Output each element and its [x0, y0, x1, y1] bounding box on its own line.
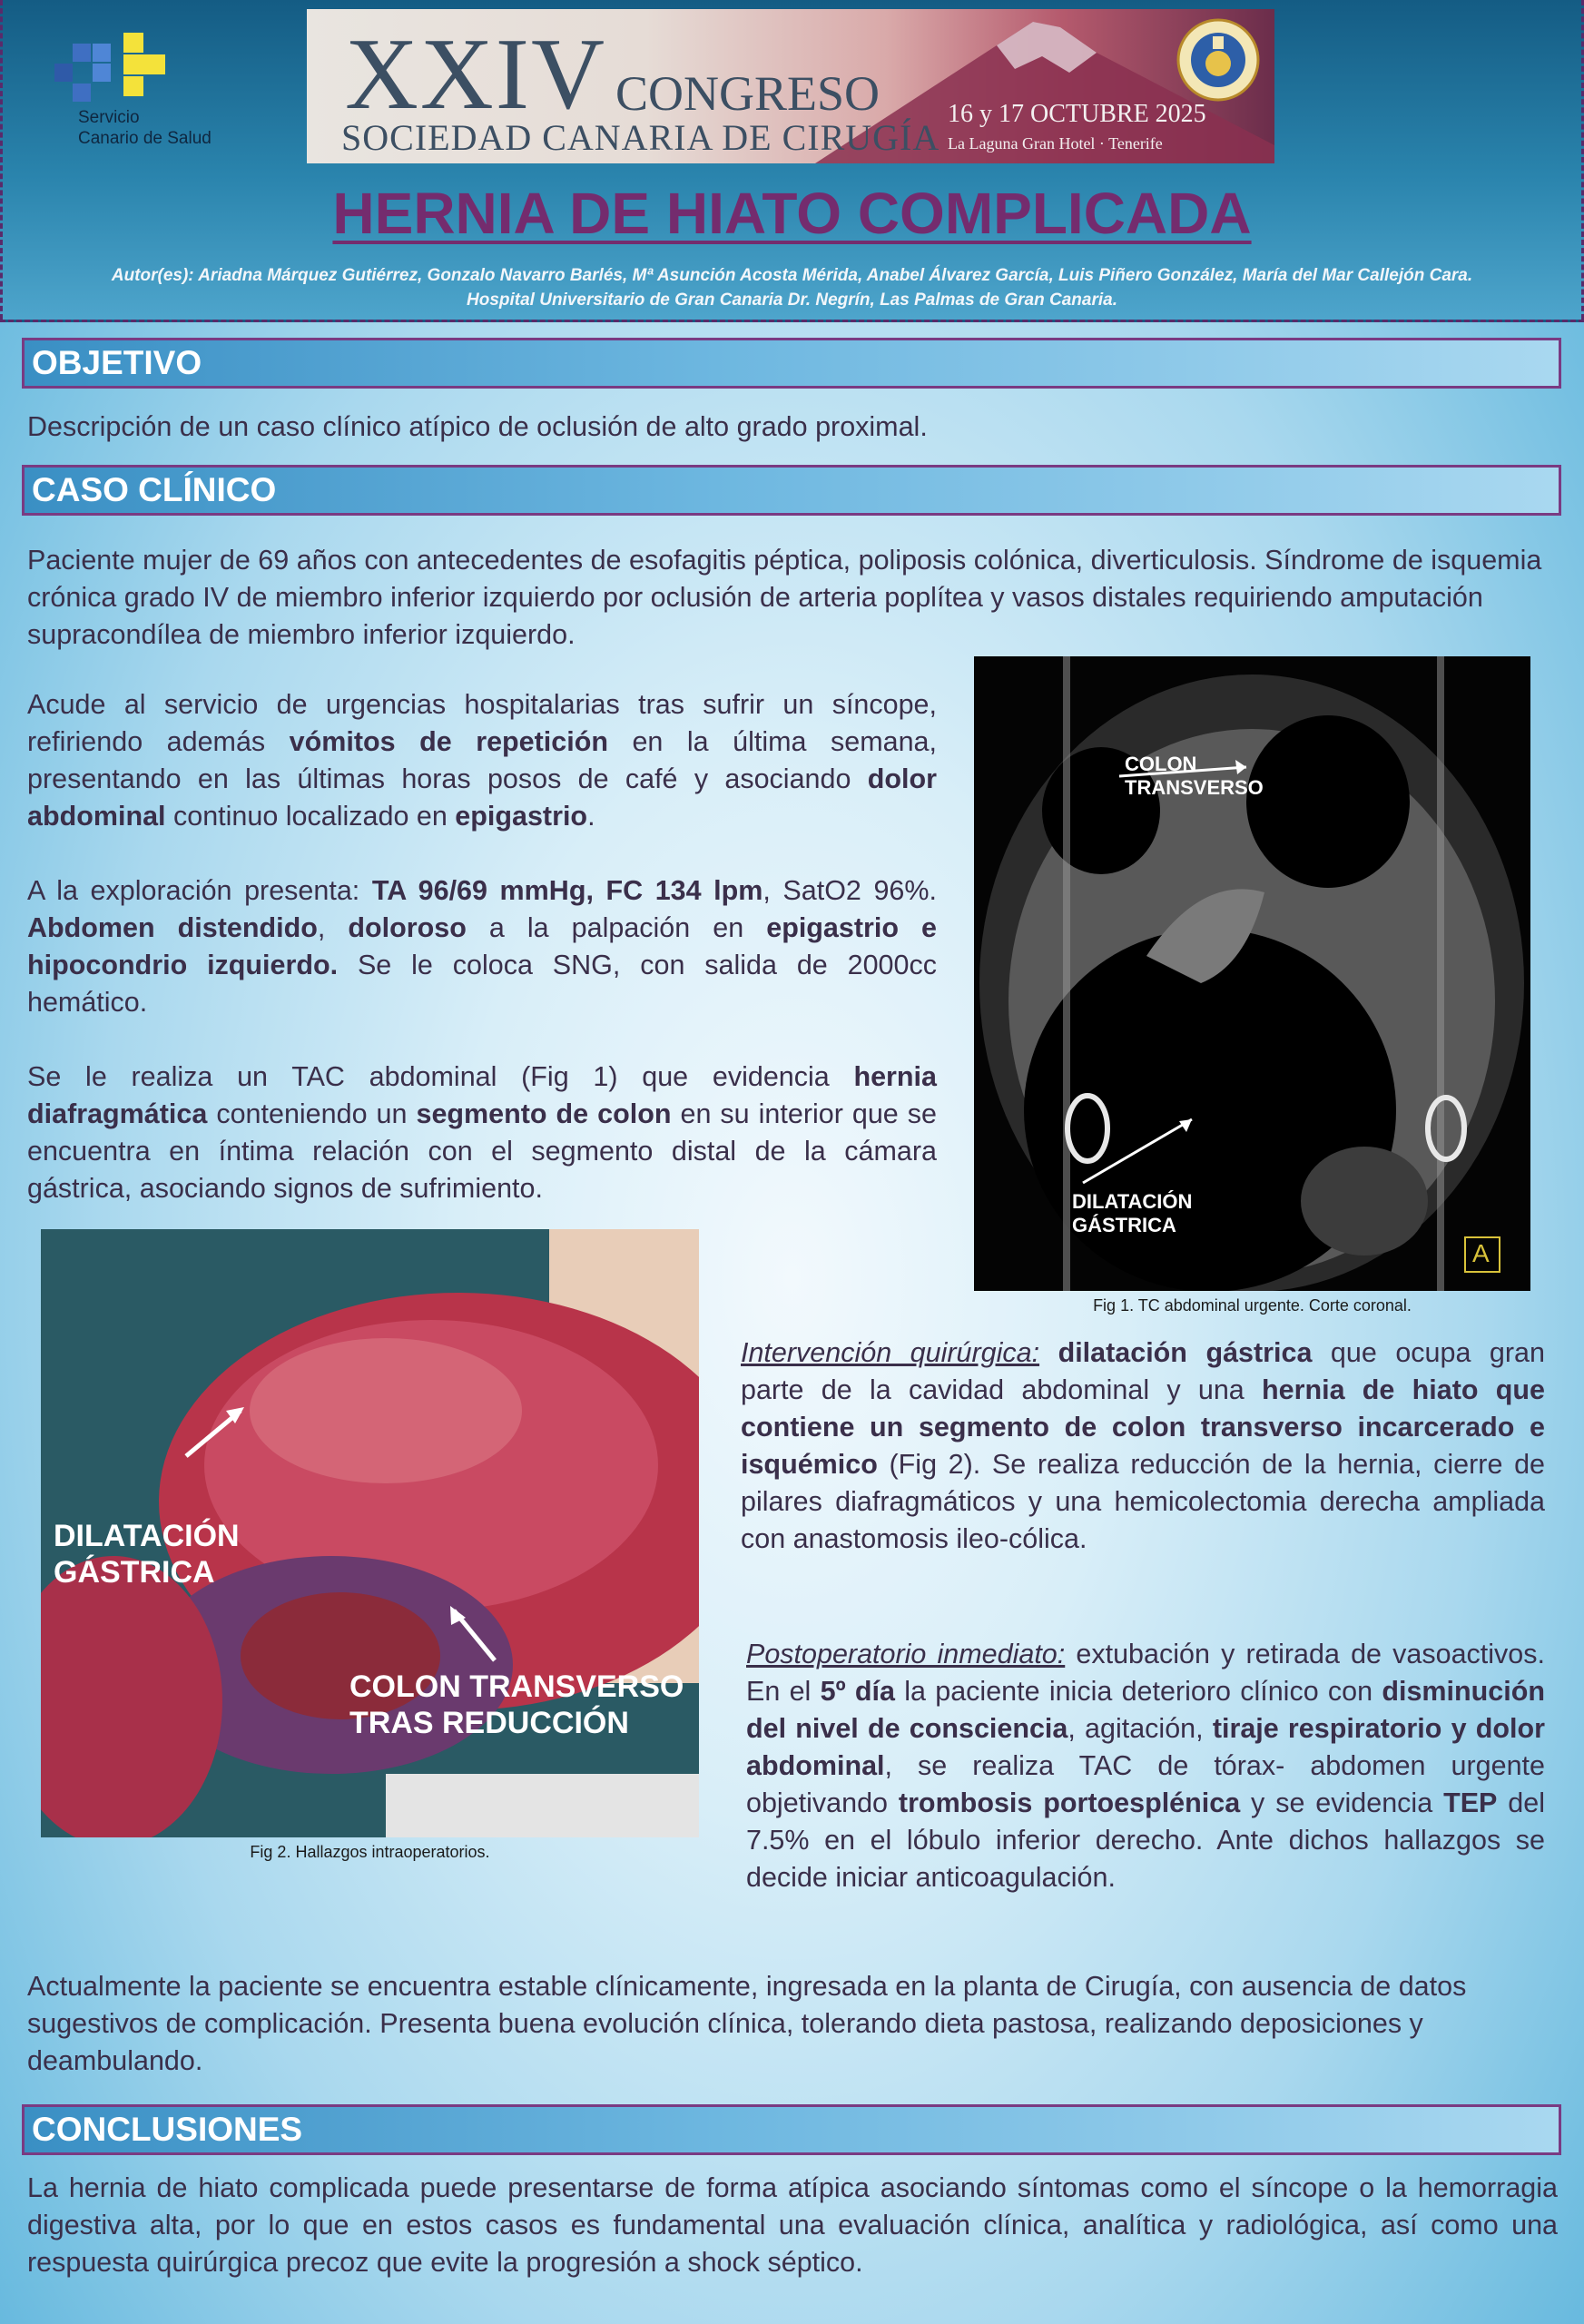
logo-square	[73, 84, 91, 102]
bold-run: epigastrio	[455, 801, 588, 832]
text-run: en la última semana, presentando en las últimas horas posos de café y asociando	[27, 726, 937, 794]
fig1-label-dilatacion	[1072, 1190, 1192, 1237]
text-run	[1039, 1337, 1058, 1368]
scs-logo	[54, 27, 227, 154]
logo-square	[123, 76, 143, 96]
banner-congreso: CONGRESO	[615, 66, 881, 121]
objetivo-text: Descripción de un caso clínico atípico de oclusión de alto grado proximal.	[27, 411, 928, 442]
bold-run: vómitos de repetición	[289, 726, 608, 757]
section-heading-conclusiones: CONCLUSIONES	[22, 2104, 1561, 2155]
bold-run: trombosis portoesplénica	[898, 1787, 1241, 1818]
bold-run: segmento de colon	[416, 1098, 672, 1129]
bold-run: hernia de hiato que contiene un segmento de colon transverso incarcerado e isquémico	[741, 1374, 1546, 1480]
text-run: continuo localizado en	[165, 801, 456, 832]
label-line: TRAS REDUCCIÓN	[349, 1706, 629, 1740]
banner-society: SOCIEDAD CANARIA DE CIRUGÍA	[341, 117, 940, 158]
text-run: la paciente inicia deterioro clínico con	[895, 1676, 1382, 1707]
ct-scan-illustration	[974, 656, 1530, 1291]
bold-run: TEP	[1443, 1787, 1498, 1818]
logo-square	[93, 64, 111, 82]
bold-run: 5º día	[820, 1676, 895, 1707]
banner-number: XXIV	[345, 18, 606, 131]
bold-run: TA 96/69 mmHg, FC 134 lpm	[371, 875, 763, 906]
conclusiones-text: La hernia de hiato complicada puede presentarse de forma atípica asociando síntomas como el síncope o la hemorragia digestiva alta, por lo que en estos casos es fundamental una evaluación clínica, analítica y radiológica, así como una respuesta quirúrgica precoz que evite la progresión a shock séptico.	[27, 2172, 1558, 2278]
fig1-marker: A	[1472, 1239, 1490, 1267]
text-run: a la palpación en	[466, 912, 767, 943]
label-line: TRANSVERSO	[1125, 776, 1264, 799]
bold-run: doloroso	[348, 912, 467, 943]
hospital-line: Hospital Universitario de Gran Canaria Dr. Negrín, Las Palmas de Gran Canaria.	[467, 290, 1117, 310]
logo-square	[54, 64, 73, 82]
text-run: , SatO2 96%.	[762, 875, 937, 906]
header-band	[0, 0, 1584, 322]
fig2-label-colon	[349, 1669, 684, 1741]
logo-square	[123, 33, 143, 53]
logo-square	[123, 54, 165, 74]
text-run: .	[587, 801, 595, 832]
fig1-label-colon	[1125, 753, 1264, 800]
section-heading-objetivo: OBJETIVO	[22, 338, 1561, 389]
text-run: y se evidencia	[1240, 1787, 1444, 1818]
text-run: en su interior que se encuentra en íntima relación con el segmento distal de la cámara gástrica, asociando signos de sufrimiento.	[27, 1098, 937, 1204]
bold-run: dolor abdominal	[27, 763, 937, 832]
text-run: , se realiza TAC de tórax- abdomen urgente objetivando	[746, 1750, 1545, 1818]
caso-paragraph-intervencion	[741, 1334, 1545, 1558]
text-run: que ocupa gran parte de la cavidad abdominal y una	[741, 1337, 1545, 1405]
text-run: , agitación,	[1067, 1713, 1213, 1744]
label-line: GÁSTRICA	[1072, 1214, 1176, 1236]
caso-paragraph-evolucion: Actualmente la paciente se encuentra estable clínicamente, ingresada en la planta de Cirugía, con ausencia de datos sugestivos de complicación. Presenta buena evolución clínica, tolerando dieta pastosa, realizando deposiciones y deambulando.	[27, 1971, 1467, 2076]
text-run: extubación y retirada de vasoactivos. En el	[746, 1639, 1545, 1707]
authors-line: Autor(es): Ariadna Márquez Gutiérrez, Gonzalo Navarro Barlés, Mª Asunción Acosta Mérida, Anabel Álvarez García, Luis Piñero González, María del Mar Callejón Cara.	[111, 266, 1473, 285]
banner-place: La Laguna Gran Hotel · Tenerife	[948, 134, 1163, 153]
section-heading-caso-clinico: CASO CLÍNICO	[22, 465, 1561, 516]
fig2-label-dilatacion	[54, 1518, 240, 1590]
text-run: ,	[317, 912, 349, 943]
bold-run: tiraje respiratorio y dolor abdominal	[746, 1713, 1545, 1781]
text-run: Se le realiza un TAC abdominal (Fig 1) que evidencia	[27, 1061, 854, 1092]
label-line: COLON	[1125, 753, 1197, 775]
text-run: Se le coloca SNG, con salida de 2000cc hemático.	[27, 950, 937, 1018]
fig2-caption: Fig 2. Hallazgos intraoperatorios.	[250, 1843, 490, 1861]
text-run: A la exploración presenta:	[27, 875, 372, 906]
bold-run: disminución del nivel de consciencia	[746, 1676, 1545, 1744]
fig2-surgery-image	[41, 1229, 699, 1837]
caso-intro: Paciente mujer de 69 años con antecedentes de esofagitis péptica, poliposis colónica, diverticulosis. Síndrome de isquemia crónica grado IV de miembro inferior izquierdo por oclusión de arteria poplítea y vasos distales requiriendo amputación supracondílea de miembro inferior izquierdo.	[27, 545, 1542, 650]
caso-paragraph-2	[27, 872, 937, 1021]
label-line: DILATACIÓN	[54, 1519, 240, 1553]
caso-paragraph-postoperatorio	[746, 1636, 1545, 1896]
banner-date: 16 y 17 OCTUBRE 2025	[948, 100, 1206, 128]
bold-run: Abdomen distendido	[27, 912, 318, 943]
caso-paragraph-3	[27, 1059, 937, 1207]
underlined-run: Intervención quirúrgica:	[741, 1337, 1040, 1368]
logo-square	[93, 44, 111, 62]
fig1-ct-image	[974, 656, 1530, 1291]
bold-run: hernia diafragmática	[27, 1061, 937, 1129]
label-line: GÁSTRICA	[54, 1555, 215, 1590]
underlined-run: Postoperatorio inmediato:	[746, 1639, 1066, 1669]
logo-text-line: Canario de Salud	[78, 129, 212, 148]
caso-paragraph-1	[27, 686, 937, 835]
text-run: del 7.5% en el lóbulo inferior derecho. Ante dichos hallazgos se decide iniciar anticoagulación.	[746, 1787, 1545, 1893]
label-line: DILATACIÓN	[1072, 1190, 1193, 1213]
fig1-caption: Fig 1. TC abdominal urgente. Corte coronal.	[1093, 1296, 1412, 1315]
text-run: conteniendo un	[207, 1098, 417, 1129]
poster-title: HERNIA DE HIATO COMPLICADA	[332, 181, 1252, 246]
logo-square	[73, 44, 91, 62]
text-run: (Fig 2). Se realiza reducción de la hernia, cierre de pilares diafragmáticos y una hemicolectomia derecha ampliada con anastomosis ileo-cólica.	[741, 1449, 1545, 1554]
logo-text	[78, 107, 212, 149]
bold-run: epigastrio e hipocondrio izquierdo.	[27, 912, 937, 980]
society-seal-icon	[1176, 18, 1260, 102]
bold-run: dilatación gástrica	[1058, 1337, 1313, 1368]
logo-text-line: Servicio	[78, 108, 140, 127]
authors-block	[0, 263, 1584, 312]
text-run: Acude al servicio de urgencias hospitalarias tras sufrir un síncope, refiriendo además	[27, 689, 937, 757]
congress-banner	[307, 9, 1274, 163]
label-line: COLON TRANSVERSO	[349, 1669, 684, 1704]
